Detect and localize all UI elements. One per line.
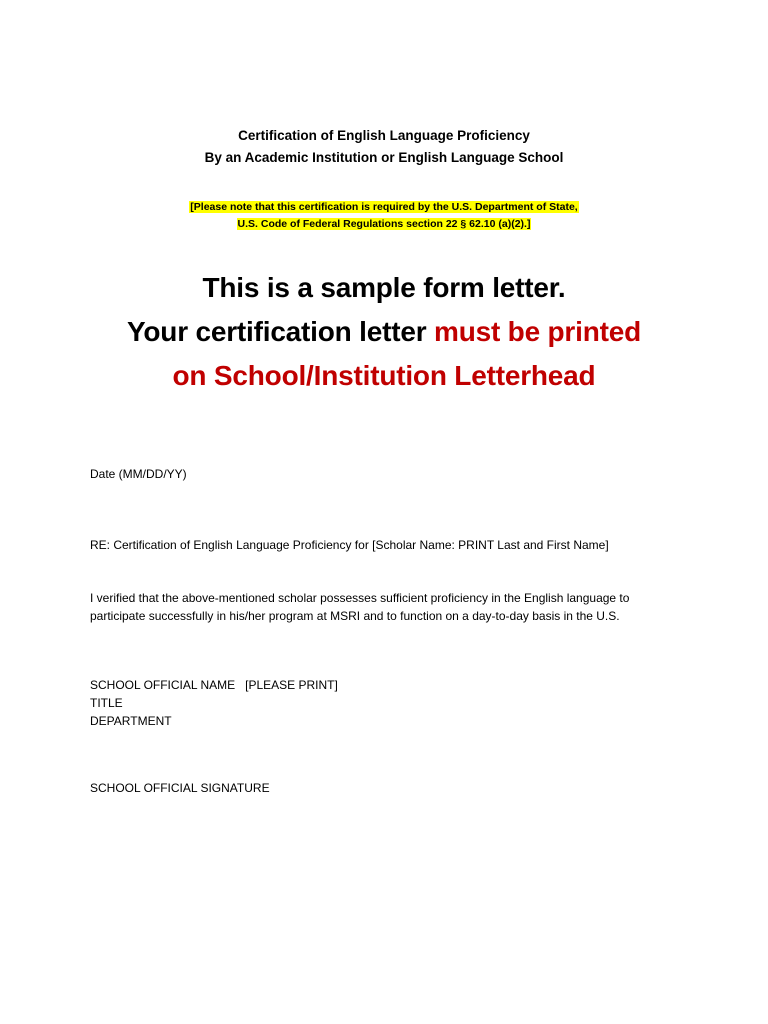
official-department: DEPARTMENT (90, 714, 172, 728)
banner-line-1: This is a sample form letter. (202, 272, 566, 303)
notice-line-1: [Please note that this certification is required by the U.S. Department of State, (190, 201, 578, 213)
document-title (0, 125, 768, 169)
banner-line-2-red: must be printed (434, 316, 642, 347)
banner-line-2-black: Your certification letter (126, 316, 434, 347)
official-block (90, 676, 690, 730)
title-line-2: By an Academic Institution or English Language School (204, 150, 564, 165)
title-line-1: Certification of English Language Proficiency (238, 128, 530, 143)
official-title: TITLE (90, 696, 123, 710)
verification-line-1: I verified that the above-mentioned scholar possesses sufficient proficiency in the English language to (90, 591, 630, 605)
verification-line-2: participate successfully in his/her program at MSRI and to function on a day-to-day basis in the U.S. (90, 609, 620, 623)
banner-line-3: on School/Institution Letterhead (172, 360, 596, 391)
official-name: SCHOOL OFFICIAL NAME [PLEASE PRINT] (90, 678, 338, 692)
verification-paragraph (90, 589, 690, 625)
date-label: Date (MM/DD/YY) (90, 467, 187, 481)
official-signature: SCHOOL OFFICIAL SIGNATURE (90, 781, 270, 795)
re-line: RE: Certification of English Language Proficiency for [Scholar Name: PRINT Last and First Name] (90, 538, 609, 552)
sample-letter-banner (0, 266, 768, 398)
banner-line-2 (0, 310, 768, 354)
notice-line-2: U.S. Code of Federal Regulations section 22 § 62.10 (a)(2).] (237, 218, 531, 230)
regulation-notice (0, 199, 768, 233)
